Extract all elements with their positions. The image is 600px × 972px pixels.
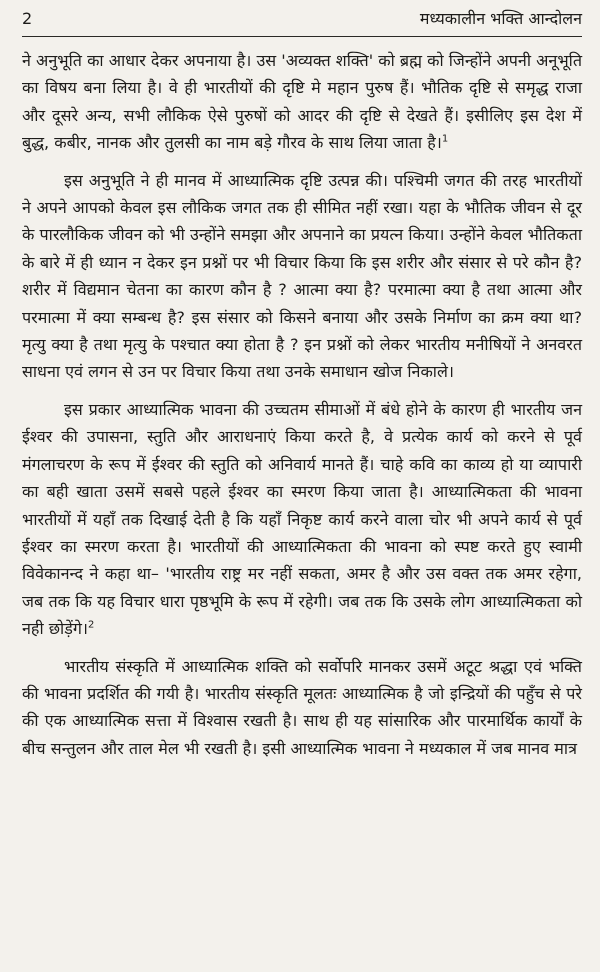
page-number: 2 [22,9,33,28]
footnote-marker: 2 [87,619,95,631]
paragraph-text: भारतीय संस्कृति में आध्यात्मिक शक्ति को सर्वोपरि मानकर उसमें अटूट श्रद्धा एवं भक्ति की भावना प्रदर्शित की गयी है। भारतीय संस्कृति मूलतः आध्यात्मिक है जो इन्द्रियों की पहुँच से परे की एक आध्यात्मिक सत्ता में विश्वास रखती है। साथ ही यह सांसारिक और पारमार्थिक कार्यों के बीच सन्तुलन और ताल मेल भी रखती है। इसी आध्यात्मिक भावना ने मध्यकाल में जब मानव मात्र [22,656,582,758]
header-rule [22,36,582,37]
paragraph-text: ने अनुभूति का आधार देकर अपनाया है। उस 'अव्यक्त शक्ति' को ब्रह्म को जिन्होंने अपनी अनूभूति का विषय बना लिया है। वे ही भारतीयों की दृष्टि मे महान पुरुष हैं। भौतिक दृष्टि से समृद्ध राजा और दूसरे अन्य, सभी लौकिक ऐसे पुरुषों को आदर की दृष्टि से देखते हैं। इसीलिए इस देश में बुद्ध, कबीर, नानक और तुलसी का नाम बड़े गौरव के साथ लिया जाता है। [22,51,582,153]
paragraph-2 [22,167,582,386]
body-text [22,47,582,762]
paragraph-4 [22,653,582,763]
paragraph-text: इस अनुभूति ने ही मानव में आध्यात्मिक दृष्टि उत्पन्न की। पश्चिमी जगत की तरह भारतीयों ने अपने आपको केवल इस लौकिक जगत तक ही सीमित नहीं रखा। यहा के भौतिक जीवन से दूर के पारलौकिक जीवन को भी उन्होंने समझा और अपनाने का प्रयत्न किया। उन्होंने केवल भौतिकता के बारे में ही ध्यान न देकर इन प्रश्नों पर भी विचार किया कि इस शरीर और संसार से परे कौन है? शरीर में विद्यमान चेतना का कारण कौन है ? आत्मा क्या है? परमात्मा क्या है तथा आत्मा और परमात्मा में क्या सम्बन्ध है? इस संसार को किसने बनाया और उसके निर्माण का क्रम क्या था? मृत्यु क्या है तथा मृत्यु के पश्चात क्या होता है ? इन प्रश्नों को लेकर भारतीय मनीषियों ने अनवरत साधना एवं लगन से उन पर विचार किया तथा उनके समाधान खोज निकाले। [22,170,582,382]
footnote-marker: 1 [441,133,449,145]
paragraph-text: इस प्रकार आध्यात्मिक भावना की उच्चतम सीमाओं में बंधे होने के कारण ही भारतीय जन ईश्वर की उपासना, स्तुति और आराधनाएं किया करते है, वे प्रत्येक कार्य को करने से पूर्व मंगलाचरण के रूप में ईश्वर की स्तुति को अनिवार्य मानते हैं। चाहे कवि का काव्य हो या व्यापारी का बही खाता उसमें सबसे पहले ईश्वर का स्मरण किया जाता है। आध्यात्मिकता की भावना भारतीयों में यहाँ तक दिखाई देती है कि यहाँ निकृष्ट कार्य करने वाला चोर भी अपने कार्य से पूर्व ईश्वर का स्मरण करता है। भारतीयों की आध्यात्मिकता की भावना को स्पष्ट करते हुए स्वामी विवेकानन्द ने कहा था– 'भारतीय राष्ट्र मर नहीं सकता, अमर है और उस वक्त तक अमर रहेगा, जब तक कि यह विचार धारा पृष्ठभूमि के रूप में रहेगी। जब तक कि उसके लोग आध्यात्मिकता को नही छोड़ेंगे। [22,399,582,639]
page-header [22,0,582,34]
paragraph-3 [22,396,582,643]
paragraph-1 [22,47,582,157]
running-title: मध्यकालीन भक्ति आन्दोलन [419,9,582,28]
